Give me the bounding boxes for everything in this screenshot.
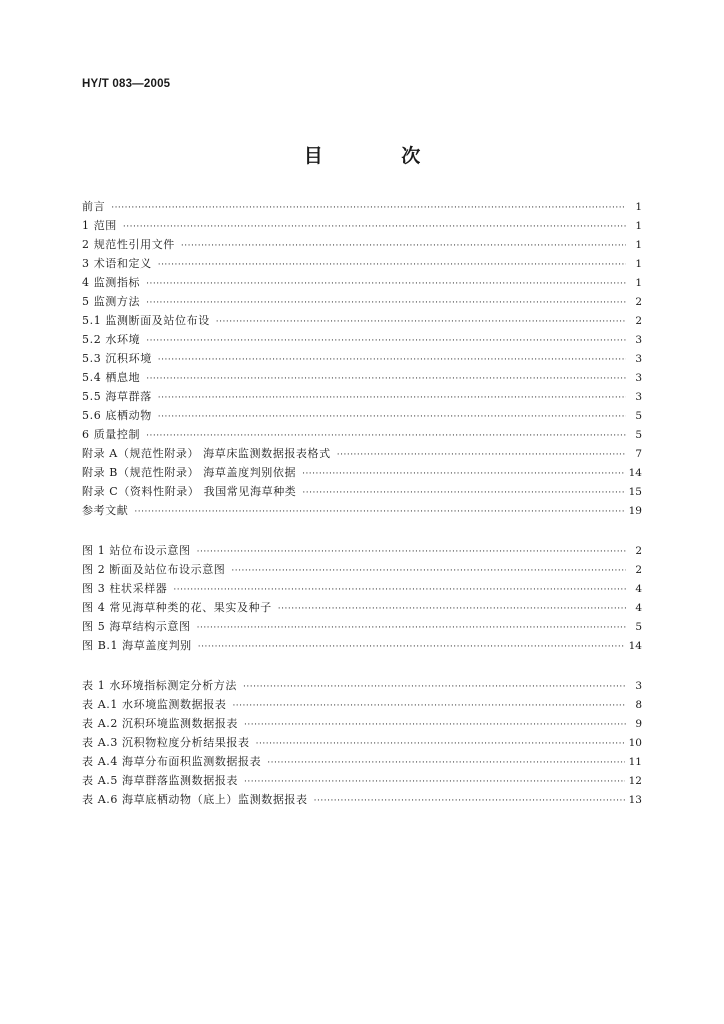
- dot-leader: [231, 562, 626, 581]
- toc-entry[interactable]: [82, 790, 642, 809]
- toc-entry-page-number: 2: [635, 545, 642, 557]
- toc-entry-label: 6 质量控制: [82, 428, 141, 441]
- toc-entry-page-number: 7: [635, 448, 642, 460]
- toc-entry-page-number: 5: [635, 410, 642, 422]
- toc-entry-label: 表 A.4 海草分布面积监测数据报表: [82, 755, 262, 768]
- toc-entry-page-number: 14: [628, 467, 642, 479]
- toc-entry-page-number: 1: [635, 277, 642, 289]
- toc-entry-label: 图 3 柱状采样器: [82, 582, 168, 595]
- toc-entry[interactable]: [82, 482, 642, 501]
- toc-entry-label: 表 A.1 水环境监测数据报表: [82, 698, 227, 711]
- dot-leader: [146, 294, 626, 313]
- toc-entry-page-number: 11: [628, 756, 642, 768]
- toc-entry-page-number: 9: [635, 718, 642, 730]
- toc-main-sections: [82, 197, 642, 520]
- toc-entry-page-number: 1: [635, 220, 642, 232]
- dot-leader: [158, 408, 626, 427]
- toc-entry[interactable]: [82, 216, 642, 235]
- toc-entry-label: 图 4 常见海草种类的花、果实及种子: [82, 601, 272, 614]
- toc-entry-label: 5.1 监测断面及站位布设: [82, 314, 210, 327]
- toc-entry-label: 前言: [82, 200, 106, 213]
- toc-entry[interactable]: [82, 254, 642, 273]
- toc-entry-label: 表 A.5 海草群落监测数据报表: [82, 774, 239, 787]
- toc-entry[interactable]: [82, 560, 642, 579]
- toc-entry-page-number: 5: [635, 429, 642, 441]
- toc-entry-label: 5.5 海草群落: [82, 390, 152, 403]
- toc-entry[interactable]: [82, 387, 642, 406]
- toc-entry-label: 附录 A（规范性附录） 海草床监测数据报表格式: [82, 447, 331, 460]
- toc-entry[interactable]: [82, 425, 642, 444]
- dot-leader: [158, 351, 626, 370]
- toc-entry-page-number: 4: [635, 583, 642, 595]
- dot-leader: [181, 237, 626, 256]
- toc-entry-page-number: 1: [635, 258, 642, 270]
- dot-leader: [302, 484, 624, 503]
- dot-leader: [146, 332, 626, 351]
- dot-leader: [197, 619, 626, 638]
- dot-leader: [123, 218, 626, 237]
- dot-leader: [278, 600, 626, 619]
- toc-entry[interactable]: [82, 733, 642, 752]
- toc-entry-label: 图 B.1 海草盖度判别: [82, 639, 192, 652]
- toc-entry-label: 5.4 栖息地: [82, 371, 141, 384]
- dot-leader: [267, 754, 624, 773]
- dot-leader: [337, 446, 626, 465]
- toc-entry-page-number: 3: [635, 334, 642, 346]
- page-title: 目 次: [303, 145, 457, 167]
- dot-leader: [244, 716, 626, 735]
- toc-entry-page-number: 14: [628, 640, 642, 652]
- dot-leader: [158, 389, 626, 408]
- toc-entry-label: 5.2 水环境: [82, 333, 141, 346]
- toc-entry[interactable]: [82, 463, 642, 482]
- toc-entry-label: 2 规范性引用文件: [82, 238, 175, 251]
- toc-entry-label: 5.6 底栖动物: [82, 409, 152, 422]
- toc-entry-page-number: 4: [635, 602, 642, 614]
- toc-entry[interactable]: [82, 444, 642, 463]
- toc-figures-list: [82, 541, 642, 655]
- toc-entry[interactable]: [82, 311, 642, 330]
- dot-leader: [197, 543, 626, 562]
- toc-entry[interactable]: [82, 695, 642, 714]
- toc-entry-page-number: 3: [635, 391, 642, 403]
- toc-tables-list: [82, 676, 642, 809]
- toc-entry-page-number: 10: [628, 737, 642, 749]
- toc-entry[interactable]: [82, 235, 642, 254]
- toc-entry-page-number: 13: [628, 794, 642, 806]
- toc-entry-label: 附录 B（规范性附录） 海草盖度判别依据: [82, 466, 297, 479]
- toc-entry-page-number: 3: [635, 372, 642, 384]
- toc-entry-label: 表 A.6 海草底栖动物（底上）监测数据报表: [82, 793, 308, 806]
- toc-entry-page-number: 8: [635, 699, 642, 711]
- toc-entry-page-number: 15: [628, 486, 642, 498]
- dot-leader: [216, 313, 626, 332]
- dot-leader: [243, 678, 626, 697]
- toc-entry[interactable]: [82, 197, 642, 216]
- toc-entry[interactable]: [82, 406, 642, 425]
- toc-entry[interactable]: [82, 579, 642, 598]
- toc-entry[interactable]: [82, 676, 642, 695]
- toc-entry[interactable]: [82, 330, 642, 349]
- toc-entry[interactable]: [82, 771, 642, 790]
- toc-entry[interactable]: [82, 617, 642, 636]
- dot-leader: [146, 370, 626, 389]
- toc-entry-page-number: 3: [635, 353, 642, 365]
- dot-leader: [302, 465, 625, 484]
- toc-entry-label: 4 监测指标: [82, 276, 141, 289]
- toc-entry-label: 1 范围: [82, 219, 117, 232]
- dot-leader: [232, 697, 626, 716]
- toc-entry-label: 表 1 水环境指标测定分析方法: [82, 679, 237, 692]
- toc-entry[interactable]: [82, 501, 642, 520]
- toc-entry[interactable]: [82, 636, 642, 655]
- toc-entry-label: 3 术语和定义: [82, 257, 152, 270]
- toc-entry-label: 参考文献: [82, 504, 129, 517]
- toc-entry-label: 附录 C（资料性附录） 我国常见海草种类: [82, 485, 297, 498]
- dot-leader: [134, 503, 624, 522]
- toc-entry[interactable]: [82, 541, 642, 560]
- toc-entry[interactable]: [82, 349, 642, 368]
- toc-entry[interactable]: [82, 292, 642, 311]
- toc-entry[interactable]: [82, 714, 642, 733]
- dot-leader: [256, 735, 625, 754]
- toc-entry[interactable]: [82, 368, 642, 387]
- toc-entry-page-number: 2: [635, 296, 642, 308]
- toc-entry-label: 表 A.2 沉积环境监测数据报表: [82, 717, 239, 730]
- toc-entry-label: 图 2 断面及站位布设示意图: [82, 563, 226, 576]
- toc-entry-label: 图 1 站位布设示意图: [82, 544, 191, 557]
- toc-entry-page-number: 1: [635, 239, 642, 251]
- toc-entry[interactable]: [82, 273, 642, 292]
- toc-entry-page-number: 5: [635, 621, 642, 633]
- dot-leader: [111, 199, 626, 218]
- toc-entry[interactable]: [82, 598, 642, 617]
- toc-entry-label: 表 A.3 沉积物粒度分析结果报表: [82, 736, 250, 749]
- standard-code: HY/T 083—2005: [82, 78, 171, 90]
- dot-leader: [198, 638, 625, 657]
- dot-leader: [146, 275, 626, 294]
- toc-entry-label: 图 5 海草结构示意图: [82, 620, 191, 633]
- dot-leader: [158, 256, 626, 275]
- toc-entry-page-number: 2: [635, 564, 642, 576]
- toc-entry-page-number: 1: [635, 201, 642, 213]
- toc-entry[interactable]: [82, 752, 642, 771]
- toc-entry-page-number: 19: [628, 505, 642, 517]
- toc-entry-page-number: 12: [628, 775, 642, 787]
- toc-entry-page-number: 3: [635, 680, 642, 692]
- dot-leader: [314, 792, 625, 811]
- toc-entry-label: 5 监测方法: [82, 295, 141, 308]
- toc-entry-label: 5.3 沉积环境: [82, 352, 152, 365]
- toc-entry-page-number: 2: [635, 315, 642, 327]
